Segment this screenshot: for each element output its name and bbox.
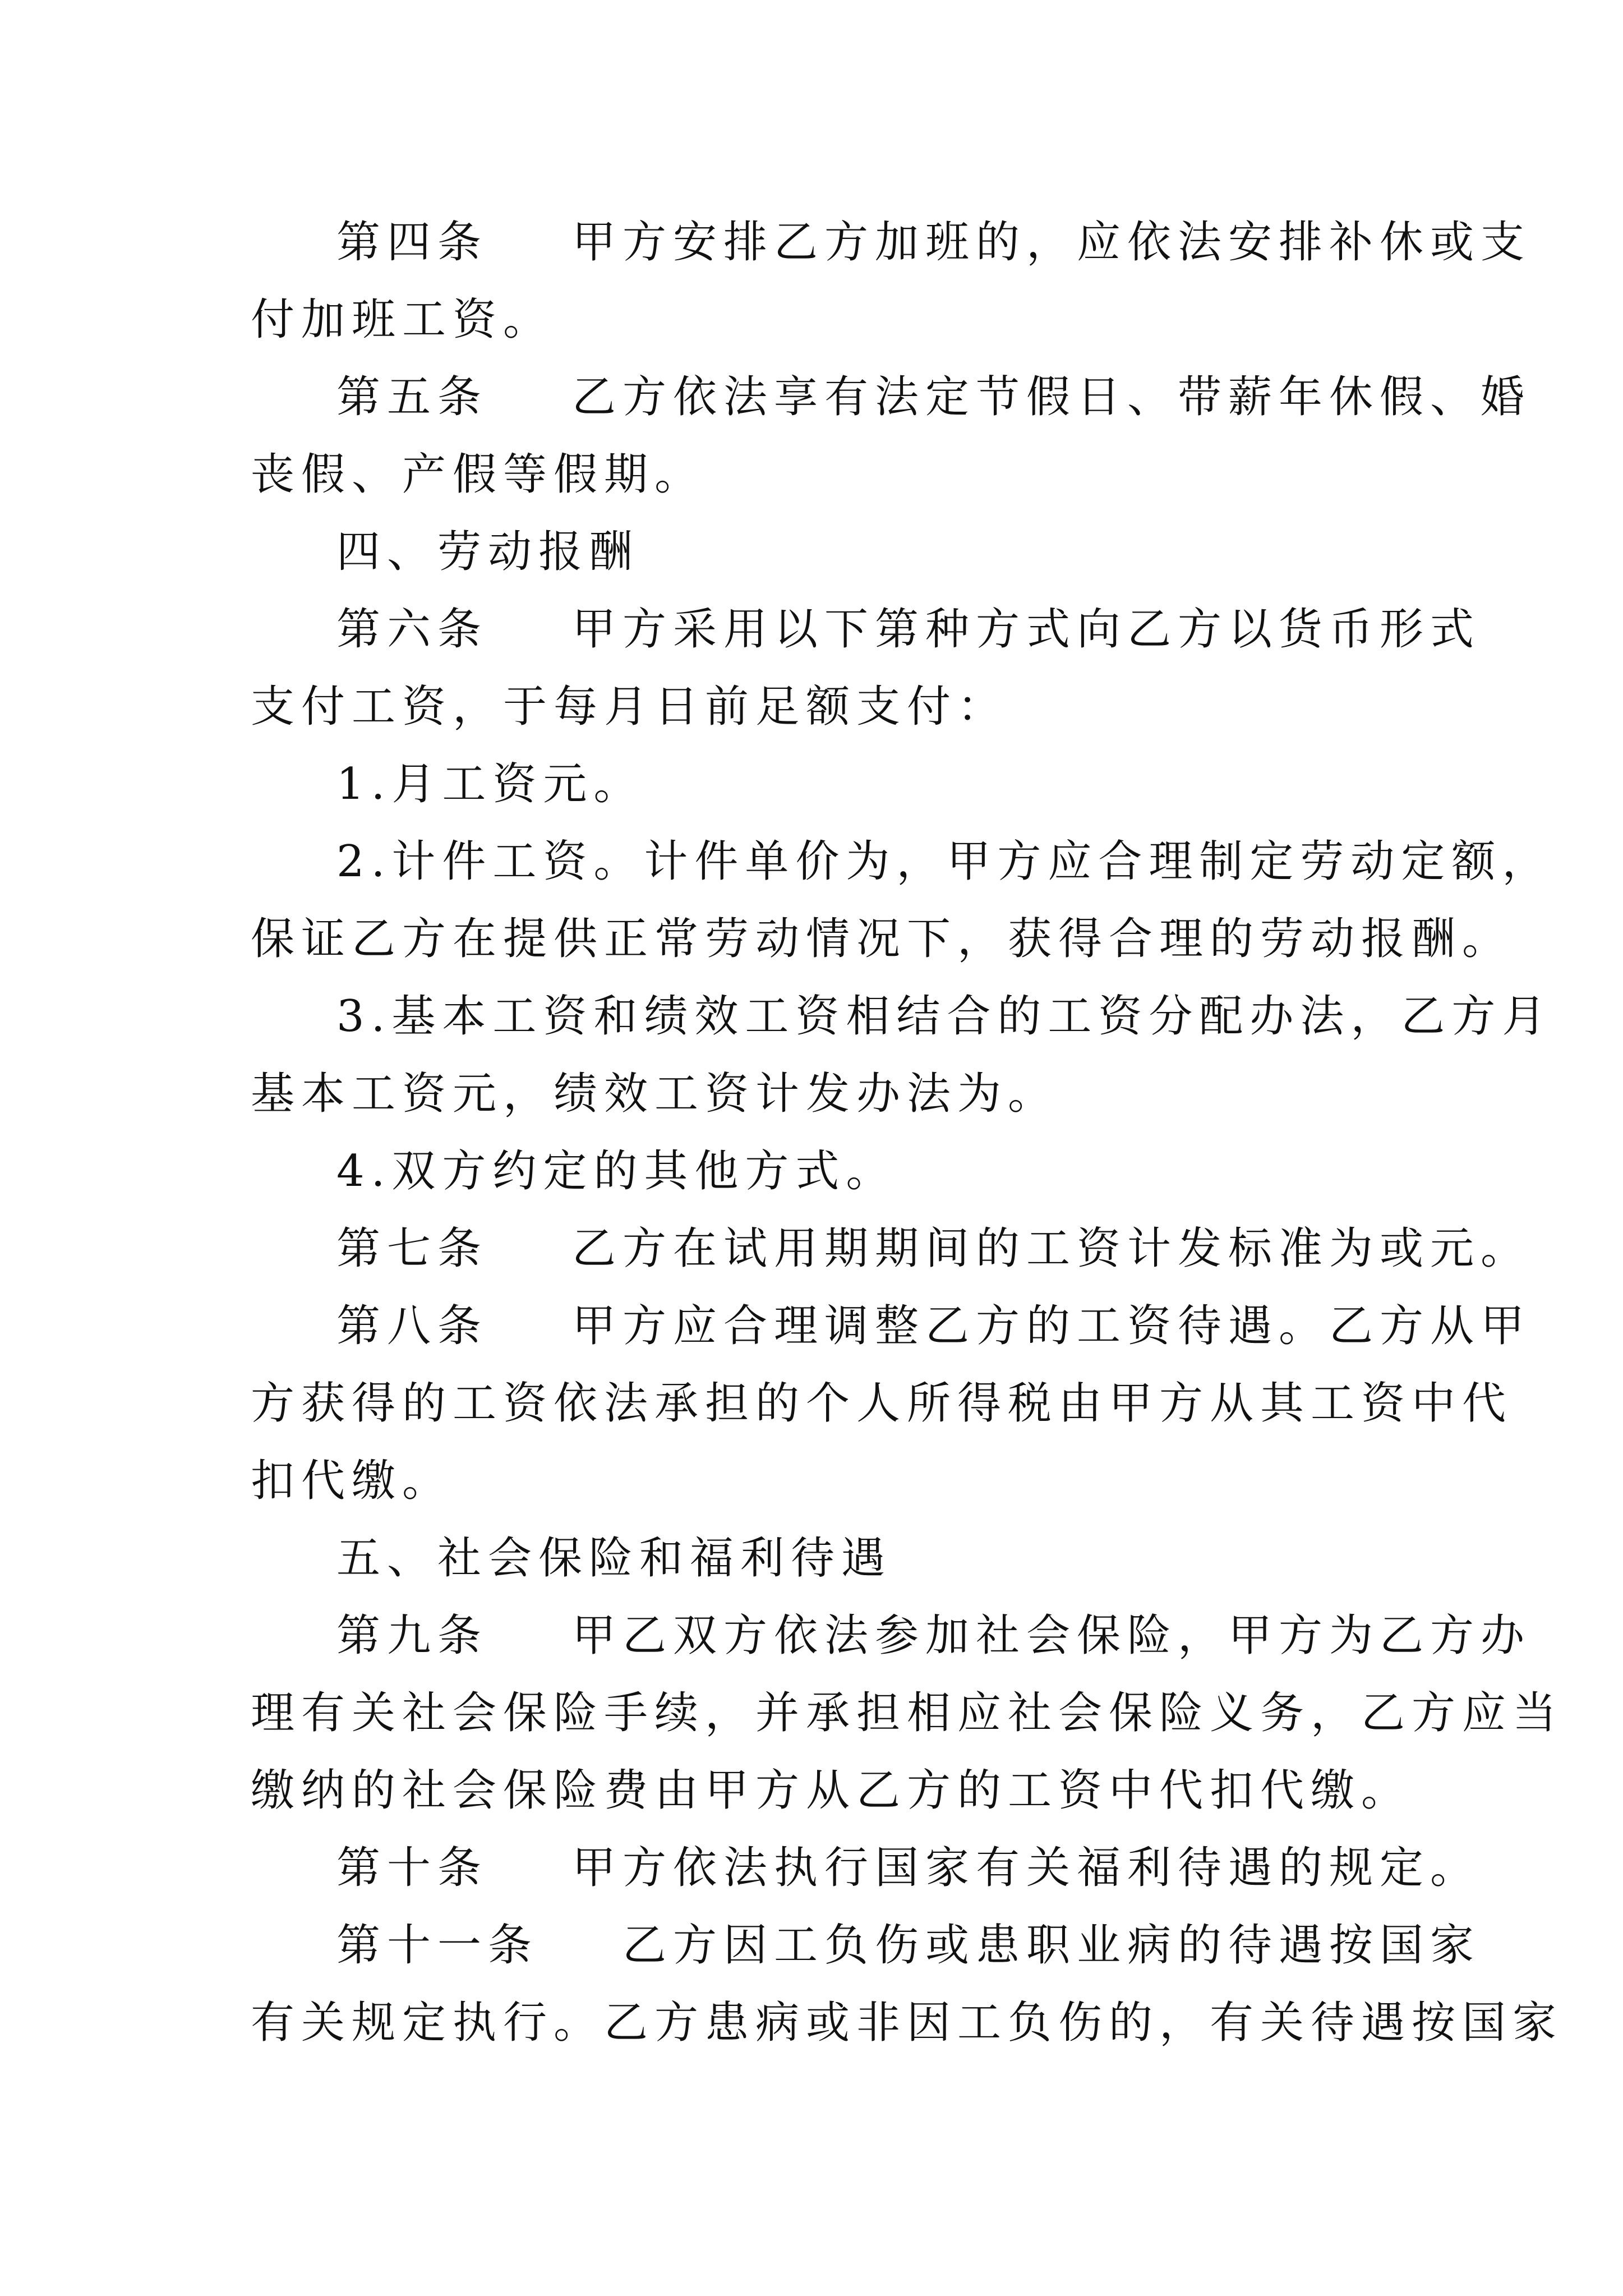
article-7-text: 乙方在试用期期间的工资计发标准为或元。 — [572, 1223, 1532, 1274]
item-4-line — [336, 1146, 896, 1197]
article-6-text-continued: 支付工资，于每月日前足额支付： — [251, 682, 1008, 732]
article-11-label: 第十一条 — [336, 1920, 539, 1971]
article-6-text: 甲方采用以下第种方式向乙方以货币形式 — [572, 604, 1481, 655]
article-9-text-continued: 理有关社会保险手续，并承担相应社会保险义务，乙方应当 — [251, 1688, 1564, 1738]
item-3-text: 3.基本工资和绩效工资相结合的工资分配办法，乙方月 — [336, 991, 1553, 1042]
article-11-text-continued: 有关规定执行。乙方患病或非因工负伤的，有关待遇按国家 — [251, 1998, 1564, 2048]
article-7-line-1 — [336, 1223, 1531, 1274]
item-2-text: 2.计件工资。计件单价为，甲方应合理制定劳动定额， — [336, 836, 1553, 887]
item-3-line-2 — [251, 1069, 1058, 1119]
article-10-text: 甲方依法执行国家有关福利待遇的规定。 — [572, 1843, 1481, 1893]
article-5-text-continued: 丧假、产假等假期。 — [251, 449, 706, 500]
item-1-text: 1.月工资元。 — [336, 759, 644, 809]
article-6-line-1 — [336, 604, 1481, 655]
article-5-line-2 — [251, 449, 705, 500]
section-4-heading — [336, 527, 639, 577]
section-5-heading — [336, 1533, 892, 1584]
item-1-line — [336, 759, 644, 809]
article-7-label: 第七条 — [336, 1223, 488, 1274]
section-5-title: 五、社会保险和福利待遇 — [336, 1533, 892, 1584]
article-11-line-1 — [336, 1920, 1481, 1971]
article-4-text-continued: 付加班工资。 — [251, 295, 554, 345]
article-8-text-continued: 方获得的工资依法承担的个人所得税由甲方从其工资中代 — [251, 1378, 1513, 1429]
article-4-label: 第四条 — [336, 217, 488, 268]
item-2-line-1 — [336, 836, 1552, 887]
article-8-line-3 — [251, 1456, 453, 1506]
article-10-label: 第十条 — [336, 1843, 488, 1893]
article-11-line-2 — [251, 1998, 1563, 2048]
article-9-line-3 — [251, 1765, 1412, 1816]
article-9-text: 甲乙双方依法参加社会保险，甲方为乙方办 — [572, 1611, 1532, 1661]
article-11-text: 乙方因工负伤或患职业病的待遇按国家 — [623, 1920, 1481, 1971]
article-5-text: 乙方依法享有法定节假日、带薪年休假、婚 — [572, 372, 1532, 422]
item-2-text-continued: 保证乙方在提供正常劳动情况下，获得合理的劳动报酬。 — [251, 914, 1513, 964]
article-10-line-1 — [336, 1843, 1481, 1893]
article-8-label: 第八条 — [336, 1301, 488, 1351]
section-4-title: 四、劳动报酬 — [336, 527, 640, 577]
article-6-label: 第六条 — [336, 604, 488, 655]
item-3-text-continued: 基本工资元，绩效工资计发办法为。 — [251, 1069, 1059, 1119]
article-5-line-1 — [336, 372, 1531, 422]
article-9-line-2 — [251, 1688, 1563, 1738]
article-4-line-2 — [251, 295, 554, 345]
article-9-label: 第九条 — [336, 1611, 488, 1661]
article-4-line-1 — [336, 217, 1531, 268]
item-2-line-2 — [251, 914, 1513, 964]
article-8-text: 甲方应合理调整乙方的工资待遇。乙方从甲 — [572, 1301, 1532, 1351]
article-8-line-1 — [336, 1301, 1531, 1351]
article-9-line-1 — [336, 1611, 1531, 1661]
article-8-text-end: 扣代缴。 — [251, 1456, 453, 1506]
item-3-line-1 — [336, 991, 1552, 1042]
article-9-text-end: 缴纳的社会保险费由甲方从乙方的工资中代扣代缴。 — [251, 1765, 1412, 1816]
article-6-line-2 — [251, 682, 1008, 732]
article-5-label: 第五条 — [336, 372, 488, 422]
article-8-line-2 — [251, 1378, 1513, 1429]
article-4-text: 甲方安排乙方加班的，应依法安排补休或支 — [572, 217, 1532, 268]
item-4-text: 4.双方约定的其他方式。 — [336, 1146, 897, 1197]
